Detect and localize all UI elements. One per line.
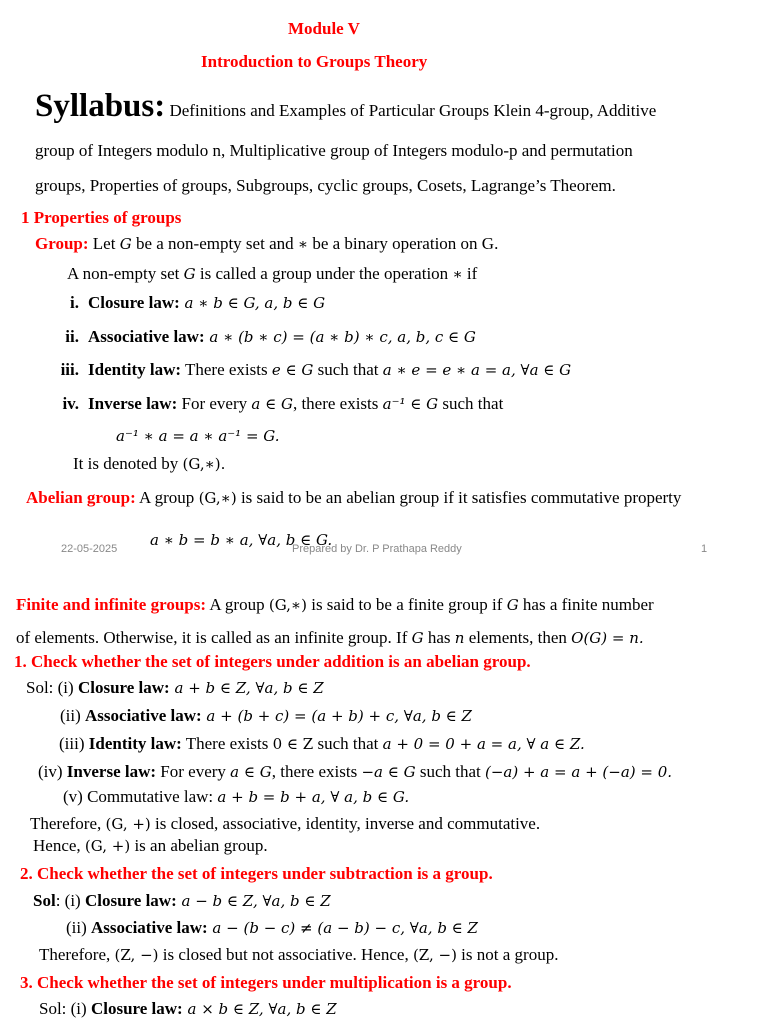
law-text-2: , there exists — [292, 394, 383, 413]
q1-ident-pre: (iii) — [59, 734, 89, 753]
q2-closure-label: Closure law: — [84, 891, 177, 910]
q1-assoc-label: Associative law: — [85, 706, 202, 725]
q1-closure — [26, 678, 324, 698]
law-math-2: a ∗ e = e ∗ a = a, ∀a ∈ G — [382, 361, 572, 379]
q1-identity — [59, 734, 585, 754]
finite-text-a: A group — [206, 595, 269, 614]
q1-inv-text2: , there exists — [271, 762, 362, 781]
q1-inv-math2: −a ∈ G — [361, 763, 416, 781]
law-number: iv. — [62, 394, 79, 413]
law-associative — [45, 327, 476, 347]
q1-hence-a: Hence, — [33, 836, 85, 855]
finite-line2-m3: O(G) = n. — [571, 629, 644, 647]
finite-line-2 — [16, 628, 644, 648]
law-number: i. — [70, 293, 79, 312]
q2-therefore-c: is not a group. — [456, 945, 559, 964]
q3-closure — [39, 999, 337, 1019]
q2-sol: Sol — [33, 891, 56, 910]
finite-line2-c: elements, then — [464, 628, 572, 647]
q1-closure-label: Closure law: — [77, 678, 170, 697]
syllabus-heading: Syllabus: — [35, 88, 166, 124]
law-inverse — [45, 394, 503, 414]
q1-commutative — [63, 787, 409, 807]
footer-page-number: 1 — [701, 543, 708, 555]
q1-assoc-pre: (ii) — [60, 706, 86, 725]
finite-line2-b: has — [423, 628, 455, 647]
q3-closure-math: a × b ∈ Z, ∀a, b ∈ Z — [182, 1000, 337, 1018]
law-closure — [45, 293, 325, 313]
q1-hence — [33, 836, 268, 856]
abelian-line — [26, 488, 681, 508]
q2-closure — [33, 891, 331, 911]
module-subtitle: Introduction to Groups Theory — [201, 52, 428, 71]
law-math-2: a⁻¹ ∈ G — [382, 395, 439, 413]
q1-therefore — [30, 814, 540, 834]
q1-therefore-b: is closed, associative, identity, inverse and commutative. — [150, 814, 541, 833]
footer-author: Prepared by Dr. P Prathapa Reddy — [292, 543, 462, 555]
group-label: Group: — [35, 234, 89, 253]
q1-inv-math: a ∈ G — [230, 763, 272, 781]
q1-associative — [60, 706, 472, 726]
module-title: Module V — [288, 19, 360, 38]
q1-closure-math: a + b ∈ Z, ∀a, b ∈ Z — [169, 679, 324, 697]
q1-ident-math2: a + 0 = 0 + a = a, ∀ a ∈ Z. — [382, 735, 585, 753]
syllabus-line-2: group of Integers modulo n, Multiplicative group of Integers modulo-p and permutation — [35, 141, 633, 160]
q1-inv-pre: (iv) — [38, 762, 67, 781]
q1-inv-math3: (−a) + a = a + (−a) = 0. — [484, 763, 673, 781]
q1-hence-math: (G, +) — [84, 837, 131, 855]
question-2-heading: 2. Check whether the set of integers under subtraction is a group. — [20, 864, 493, 883]
law-label: Identity law: — [88, 360, 182, 379]
abelian-text-a: A group — [135, 488, 199, 507]
law-text-2: such that — [313, 360, 383, 379]
q2-sol2: : (i) — [55, 891, 85, 910]
denoted-line — [73, 454, 225, 474]
law-math: e ∈ G — [271, 361, 314, 379]
finite-line2-m2: n — [454, 629, 465, 647]
q3-closure-label: Closure law: — [90, 999, 183, 1018]
abelian-math: (G,∗) — [198, 489, 237, 507]
finite-line2-a: of elements. Otherwise, it is called as an infinite group. If — [16, 628, 412, 647]
q2-assoc-math: a − (b − c) ≠ (a − b) − c, ∀a, b ∈ Z — [207, 919, 478, 937]
syllabus-text-1: Definitions and Examples of Particular Groups Klein 4-group, Additive — [169, 101, 657, 120]
q1-inverse — [38, 762, 672, 782]
footer-date: 22-05-2025 — [61, 543, 118, 555]
law-math: a ∈ G — [251, 395, 293, 413]
denoted-math: (G,∗). — [182, 455, 226, 473]
q2-therefore-b: is closed but not associative. Hence, — [158, 945, 413, 964]
q2-therefore-a: Therefore, — [39, 945, 115, 964]
nonempty-a: A non-empty set — [67, 264, 184, 283]
q2-assoc-pre: (ii) — [66, 918, 92, 937]
finite-math-2: G — [506, 596, 519, 614]
group-def-end: be a binary operation on G. — [308, 234, 499, 253]
question-1-heading: 1. Check whether the set of integers under addition is an abelian group. — [14, 652, 531, 671]
law-number: iii. — [60, 360, 79, 379]
q2-closure-math: a − b ∈ Z, ∀a, b ∈ Z — [176, 892, 331, 910]
q3-sol: Sol: (i) — [39, 999, 91, 1018]
nonempty-line: A non-empty set G is called a group under the operation ∗ if — [67, 264, 478, 283]
law-text: For every — [177, 394, 252, 413]
q1-sol: Sol: (i) — [26, 678, 78, 697]
q1-therefore-math: (G, +) — [105, 815, 151, 833]
abelian-label: Abelian group: — [26, 488, 136, 507]
q1-ident-text: There exists — [181, 734, 273, 753]
law-label: Associative law: — [88, 327, 205, 346]
syllabus-line-1 — [35, 88, 656, 129]
law-math: a ∗ (b ∗ c) = (a ∗ b) ∗ c, a, b, c ∈ G — [204, 328, 476, 346]
group-def-text: Let — [88, 234, 120, 253]
nonempty-c: if — [462, 264, 478, 283]
q1-inv-text: For every — [156, 762, 231, 781]
q1-hence-b: is an abelian group. — [130, 836, 268, 855]
q2-associative — [66, 918, 478, 938]
law-label: Closure law: — [88, 293, 180, 312]
finite-text-b: is said to be a finite group if — [306, 595, 507, 614]
q1-comm-text: (v) Commutative law: — [63, 787, 218, 806]
denoted-text: It is denoted by — [73, 454, 183, 473]
q1-comm-math: a + b = b + a, ∀ a, b ∈ G. — [217, 788, 410, 806]
q2-therefore — [39, 945, 558, 965]
q1-ident-text2: such that — [313, 734, 383, 753]
q2-therefore-math2: (Z, −) — [412, 946, 457, 964]
q1-inv-text3: such that — [415, 762, 485, 781]
q2-therefore-math: (Z, −) — [114, 946, 159, 964]
q1-inv-label: Inverse law: — [66, 762, 157, 781]
law-identity — [45, 360, 571, 380]
group-def-mid: be a non-empty set and — [131, 234, 298, 253]
law-math: a ∗ b ∈ G, a, b ∈ G — [179, 294, 326, 312]
inverse-equation: a⁻¹ ∗ a = a ∗ a⁻¹ = G. — [116, 427, 280, 445]
finite-label: Finite and infinite groups: — [16, 595, 207, 614]
q1-therefore-a: Therefore, — [30, 814, 106, 833]
law-text-3: such that — [438, 394, 504, 413]
finite-text-c: has a finite number — [518, 595, 654, 614]
abelian-equation: a ∗ b = b ∗ a, ∀a, b ∈ G. — [150, 531, 333, 549]
group-definition: Group: Let G be a non-empty set and ∗ be a binary operation on G. — [35, 234, 499, 253]
law-label: Inverse law: — [88, 394, 178, 413]
section-heading: 1 Properties of groups — [21, 208, 182, 227]
nonempty-b: is called a group under the operation — [195, 264, 453, 283]
finite-line2-m1: G — [411, 629, 424, 647]
q2-assoc-label: Associative law: — [91, 918, 208, 937]
question-3-heading: 3. Check whether the set of integers under multiplication is a group. — [20, 973, 512, 992]
q1-ident-label: Identity law: — [88, 734, 182, 753]
law-number: ii. — [65, 327, 79, 346]
q1-ident-math: 0 ∈ Z — [272, 735, 314, 753]
syllabus-line-3: groups, Properties of groups, Subgroups, cyclic groups, Cosets, Lagrange’s Theorem. — [35, 176, 616, 195]
abelian-text-b: is said to be an abelian group if it satisfies commutative property — [236, 488, 682, 507]
finite-math-1: (G,∗) — [268, 596, 307, 614]
finite-line-1 — [16, 595, 654, 615]
law-text: There exists — [181, 360, 272, 379]
q1-assoc-math: a + (b + c) = (a + b) + c, ∀a, b ∈ Z — [201, 707, 472, 725]
